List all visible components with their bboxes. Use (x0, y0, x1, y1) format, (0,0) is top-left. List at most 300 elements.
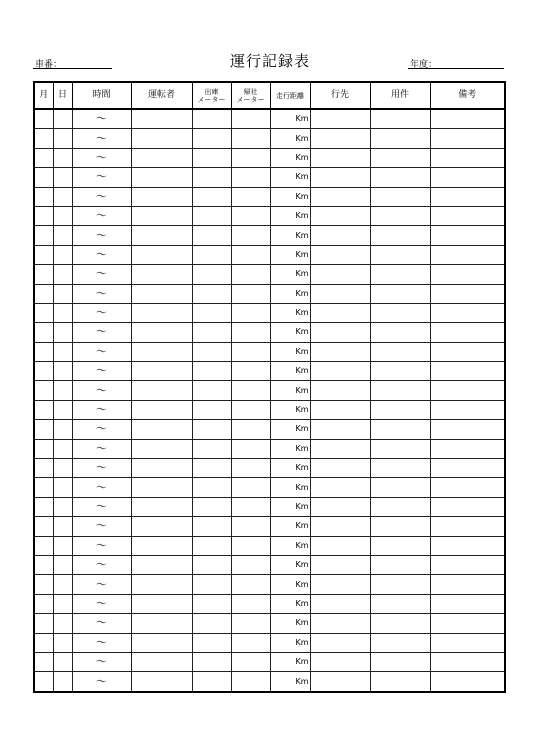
return-meter-cell[interactable] (231, 245, 270, 264)
destination-cell[interactable] (310, 672, 370, 692)
day-cell[interactable] (53, 400, 72, 419)
business-cell[interactable] (370, 206, 430, 225)
return-meter-cell[interactable] (231, 478, 270, 497)
depart-meter-cell[interactable] (192, 497, 231, 516)
remarks-cell[interactable] (430, 206, 505, 225)
remarks-cell[interactable] (430, 226, 505, 245)
depart-meter-cell[interactable] (192, 148, 231, 167)
month-cell[interactable] (34, 555, 53, 574)
day-cell[interactable] (53, 672, 72, 692)
remarks-cell[interactable] (430, 168, 505, 187)
distance-cell[interactable]: Km (270, 303, 310, 322)
destination-cell[interactable] (310, 226, 370, 245)
time-cell[interactable]: ～ (72, 187, 131, 206)
return-meter-cell[interactable] (231, 342, 270, 361)
driver-cell[interactable] (131, 109, 192, 129)
time-cell[interactable]: ～ (72, 652, 131, 671)
return-meter-cell[interactable] (231, 575, 270, 594)
destination-cell[interactable] (310, 633, 370, 652)
day-cell[interactable] (53, 652, 72, 671)
return-meter-cell[interactable] (231, 497, 270, 516)
destination-cell[interactable] (310, 362, 370, 381)
driver-cell[interactable] (131, 594, 192, 613)
distance-cell[interactable]: Km (270, 187, 310, 206)
driver-cell[interactable] (131, 362, 192, 381)
remarks-cell[interactable] (430, 187, 505, 206)
remarks-cell[interactable] (430, 575, 505, 594)
distance-cell[interactable]: Km (270, 168, 310, 187)
time-cell[interactable]: ～ (72, 594, 131, 613)
depart-meter-cell[interactable] (192, 478, 231, 497)
destination-cell[interactable] (310, 303, 370, 322)
distance-cell[interactable]: Km (270, 400, 310, 419)
destination-cell[interactable] (310, 148, 370, 167)
destination-cell[interactable] (310, 400, 370, 419)
destination-cell[interactable] (310, 206, 370, 225)
day-cell[interactable] (53, 614, 72, 633)
business-cell[interactable] (370, 439, 430, 458)
distance-cell[interactable]: Km (270, 342, 310, 361)
driver-cell[interactable] (131, 206, 192, 225)
distance-cell[interactable]: Km (270, 478, 310, 497)
destination-cell[interactable] (310, 459, 370, 478)
depart-meter-cell[interactable] (192, 245, 231, 264)
depart-meter-cell[interactable] (192, 594, 231, 613)
return-meter-cell[interactable] (231, 265, 270, 284)
return-meter-cell[interactable] (231, 109, 270, 129)
day-cell[interactable] (53, 245, 72, 264)
time-cell[interactable]: ～ (72, 478, 131, 497)
distance-cell[interactable]: Km (270, 633, 310, 652)
day-cell[interactable] (53, 459, 72, 478)
month-cell[interactable] (34, 459, 53, 478)
driver-cell[interactable] (131, 187, 192, 206)
day-cell[interactable] (53, 517, 72, 536)
time-cell[interactable]: ～ (72, 323, 131, 342)
return-meter-cell[interactable] (231, 400, 270, 419)
return-meter-cell[interactable] (231, 187, 270, 206)
return-meter-cell[interactable] (231, 168, 270, 187)
driver-cell[interactable] (131, 342, 192, 361)
distance-cell[interactable]: Km (270, 148, 310, 167)
driver-cell[interactable] (131, 265, 192, 284)
business-cell[interactable] (370, 148, 430, 167)
return-meter-cell[interactable] (231, 362, 270, 381)
return-meter-cell[interactable] (231, 459, 270, 478)
distance-cell[interactable]: Km (270, 517, 310, 536)
destination-cell[interactable] (310, 652, 370, 671)
return-meter-cell[interactable] (231, 672, 270, 692)
business-cell[interactable] (370, 497, 430, 516)
distance-cell[interactable]: Km (270, 129, 310, 148)
month-cell[interactable] (34, 226, 53, 245)
business-cell[interactable] (370, 555, 430, 574)
business-cell[interactable] (370, 672, 430, 692)
month-cell[interactable] (34, 109, 53, 129)
business-cell[interactable] (370, 362, 430, 381)
month-cell[interactable] (34, 497, 53, 516)
month-cell[interactable] (34, 323, 53, 342)
distance-cell[interactable]: Km (270, 109, 310, 129)
day-cell[interactable] (53, 478, 72, 497)
remarks-cell[interactable] (430, 109, 505, 129)
time-cell[interactable]: ～ (72, 497, 131, 516)
depart-meter-cell[interactable] (192, 226, 231, 245)
time-cell[interactable]: ～ (72, 439, 131, 458)
business-cell[interactable] (370, 187, 430, 206)
month-cell[interactable] (34, 206, 53, 225)
business-cell[interactable] (370, 381, 430, 400)
depart-meter-cell[interactable] (192, 168, 231, 187)
time-cell[interactable]: ～ (72, 575, 131, 594)
depart-meter-cell[interactable] (192, 536, 231, 555)
driver-cell[interactable] (131, 381, 192, 400)
time-cell[interactable]: ～ (72, 168, 131, 187)
month-cell[interactable] (34, 303, 53, 322)
depart-meter-cell[interactable] (192, 342, 231, 361)
day-cell[interactable] (53, 129, 72, 148)
depart-meter-cell[interactable] (192, 420, 231, 439)
distance-cell[interactable]: Km (270, 614, 310, 633)
distance-cell[interactable]: Km (270, 555, 310, 574)
time-cell[interactable]: ～ (72, 633, 131, 652)
return-meter-cell[interactable] (231, 284, 270, 303)
depart-meter-cell[interactable] (192, 672, 231, 692)
remarks-cell[interactable] (430, 400, 505, 419)
return-meter-cell[interactable] (231, 633, 270, 652)
business-cell[interactable] (370, 536, 430, 555)
remarks-cell[interactable] (430, 362, 505, 381)
month-cell[interactable] (34, 672, 53, 692)
month-cell[interactable] (34, 517, 53, 536)
day-cell[interactable] (53, 633, 72, 652)
time-cell[interactable]: ～ (72, 420, 131, 439)
remarks-cell[interactable] (430, 284, 505, 303)
driver-cell[interactable] (131, 478, 192, 497)
business-cell[interactable] (370, 323, 430, 342)
business-cell[interactable] (370, 109, 430, 129)
driver-cell[interactable] (131, 555, 192, 574)
day-cell[interactable] (53, 594, 72, 613)
destination-cell[interactable] (310, 129, 370, 148)
remarks-cell[interactable] (430, 672, 505, 692)
month-cell[interactable] (34, 575, 53, 594)
business-cell[interactable] (370, 284, 430, 303)
time-cell[interactable]: ～ (72, 284, 131, 303)
day-cell[interactable] (53, 168, 72, 187)
distance-cell[interactable]: Km (270, 652, 310, 671)
month-cell[interactable] (34, 245, 53, 264)
month-cell[interactable] (34, 168, 53, 187)
day-cell[interactable] (53, 226, 72, 245)
remarks-cell[interactable] (430, 555, 505, 574)
driver-cell[interactable] (131, 168, 192, 187)
depart-meter-cell[interactable] (192, 400, 231, 419)
distance-cell[interactable]: Km (270, 536, 310, 555)
day-cell[interactable] (53, 109, 72, 129)
depart-meter-cell[interactable] (192, 187, 231, 206)
distance-cell[interactable]: Km (270, 594, 310, 613)
driver-cell[interactable] (131, 439, 192, 458)
distance-cell[interactable]: Km (270, 226, 310, 245)
depart-meter-cell[interactable] (192, 633, 231, 652)
driver-cell[interactable] (131, 303, 192, 322)
remarks-cell[interactable] (430, 517, 505, 536)
distance-cell[interactable]: Km (270, 265, 310, 284)
month-cell[interactable] (34, 400, 53, 419)
destination-cell[interactable] (310, 342, 370, 361)
remarks-cell[interactable] (430, 594, 505, 613)
month-cell[interactable] (34, 381, 53, 400)
depart-meter-cell[interactable] (192, 265, 231, 284)
day-cell[interactable] (53, 420, 72, 439)
month-cell[interactable] (34, 148, 53, 167)
driver-cell[interactable] (131, 284, 192, 303)
time-cell[interactable]: ～ (72, 672, 131, 692)
distance-cell[interactable]: Km (270, 439, 310, 458)
business-cell[interactable] (370, 265, 430, 284)
business-cell[interactable] (370, 575, 430, 594)
driver-cell[interactable] (131, 148, 192, 167)
day-cell[interactable] (53, 187, 72, 206)
day-cell[interactable] (53, 284, 72, 303)
destination-cell[interactable] (310, 420, 370, 439)
business-cell[interactable] (370, 226, 430, 245)
month-cell[interactable] (34, 594, 53, 613)
driver-cell[interactable] (131, 536, 192, 555)
remarks-cell[interactable] (430, 459, 505, 478)
day-cell[interactable] (53, 265, 72, 284)
remarks-cell[interactable] (430, 420, 505, 439)
return-meter-cell[interactable] (231, 652, 270, 671)
time-cell[interactable]: ～ (72, 381, 131, 400)
month-cell[interactable] (34, 284, 53, 303)
day-cell[interactable] (53, 362, 72, 381)
driver-cell[interactable] (131, 517, 192, 536)
business-cell[interactable] (370, 594, 430, 613)
business-cell[interactable] (370, 420, 430, 439)
return-meter-cell[interactable] (231, 614, 270, 633)
driver-cell[interactable] (131, 420, 192, 439)
distance-cell[interactable]: Km (270, 420, 310, 439)
day-cell[interactable] (53, 439, 72, 458)
time-cell[interactable]: ～ (72, 265, 131, 284)
month-cell[interactable] (34, 633, 53, 652)
destination-cell[interactable] (310, 245, 370, 264)
driver-cell[interactable] (131, 226, 192, 245)
month-cell[interactable] (34, 614, 53, 633)
distance-cell[interactable]: Km (270, 362, 310, 381)
distance-cell[interactable]: Km (270, 323, 310, 342)
depart-meter-cell[interactable] (192, 323, 231, 342)
time-cell[interactable]: ～ (72, 206, 131, 225)
business-cell[interactable] (370, 614, 430, 633)
remarks-cell[interactable] (430, 303, 505, 322)
time-cell[interactable]: ～ (72, 555, 131, 574)
time-cell[interactable]: ～ (72, 303, 131, 322)
destination-cell[interactable] (310, 594, 370, 613)
depart-meter-cell[interactable] (192, 109, 231, 129)
time-cell[interactable]: ～ (72, 245, 131, 264)
business-cell[interactable] (370, 517, 430, 536)
remarks-cell[interactable] (430, 381, 505, 400)
depart-meter-cell[interactable] (192, 129, 231, 148)
business-cell[interactable] (370, 342, 430, 361)
driver-cell[interactable] (131, 614, 192, 633)
business-cell[interactable] (370, 168, 430, 187)
business-cell[interactable] (370, 478, 430, 497)
month-cell[interactable] (34, 536, 53, 555)
destination-cell[interactable] (310, 323, 370, 342)
driver-cell[interactable] (131, 400, 192, 419)
day-cell[interactable] (53, 148, 72, 167)
depart-meter-cell[interactable] (192, 284, 231, 303)
day-cell[interactable] (53, 342, 72, 361)
remarks-cell[interactable] (430, 536, 505, 555)
time-cell[interactable]: ～ (72, 614, 131, 633)
time-cell[interactable]: ～ (72, 400, 131, 419)
return-meter-cell[interactable] (231, 555, 270, 574)
time-cell[interactable]: ～ (72, 109, 131, 129)
destination-cell[interactable] (310, 478, 370, 497)
day-cell[interactable] (53, 381, 72, 400)
remarks-cell[interactable] (430, 323, 505, 342)
distance-cell[interactable]: Km (270, 459, 310, 478)
day-cell[interactable] (53, 497, 72, 516)
time-cell[interactable]: ～ (72, 226, 131, 245)
time-cell[interactable]: ～ (72, 129, 131, 148)
depart-meter-cell[interactable] (192, 555, 231, 574)
return-meter-cell[interactable] (231, 381, 270, 400)
month-cell[interactable] (34, 362, 53, 381)
destination-cell[interactable] (310, 168, 370, 187)
destination-cell[interactable] (310, 187, 370, 206)
remarks-cell[interactable] (430, 245, 505, 264)
month-cell[interactable] (34, 129, 53, 148)
destination-cell[interactable] (310, 265, 370, 284)
destination-cell[interactable] (310, 109, 370, 129)
return-meter-cell[interactable] (231, 420, 270, 439)
destination-cell[interactable] (310, 575, 370, 594)
business-cell[interactable] (370, 459, 430, 478)
business-cell[interactable] (370, 652, 430, 671)
driver-cell[interactable] (131, 672, 192, 692)
depart-meter-cell[interactable] (192, 439, 231, 458)
return-meter-cell[interactable] (231, 303, 270, 322)
month-cell[interactable] (34, 342, 53, 361)
distance-cell[interactable]: Km (270, 245, 310, 264)
remarks-cell[interactable] (430, 497, 505, 516)
day-cell[interactable] (53, 206, 72, 225)
day-cell[interactable] (53, 536, 72, 555)
driver-cell[interactable] (131, 497, 192, 516)
return-meter-cell[interactable] (231, 439, 270, 458)
distance-cell[interactable]: Km (270, 497, 310, 516)
distance-cell[interactable]: Km (270, 206, 310, 225)
return-meter-cell[interactable] (231, 129, 270, 148)
depart-meter-cell[interactable] (192, 362, 231, 381)
month-cell[interactable] (34, 478, 53, 497)
remarks-cell[interactable] (430, 148, 505, 167)
driver-cell[interactable] (131, 459, 192, 478)
return-meter-cell[interactable] (231, 148, 270, 167)
return-meter-cell[interactable] (231, 536, 270, 555)
day-cell[interactable] (53, 323, 72, 342)
business-cell[interactable] (370, 245, 430, 264)
month-cell[interactable] (34, 420, 53, 439)
business-cell[interactable] (370, 400, 430, 419)
day-cell[interactable] (53, 303, 72, 322)
destination-cell[interactable] (310, 284, 370, 303)
fiscal-year-field[interactable] (408, 68, 504, 69)
destination-cell[interactable] (310, 439, 370, 458)
remarks-cell[interactable] (430, 129, 505, 148)
return-meter-cell[interactable] (231, 206, 270, 225)
destination-cell[interactable] (310, 614, 370, 633)
time-cell[interactable]: ～ (72, 517, 131, 536)
remarks-cell[interactable] (430, 342, 505, 361)
time-cell[interactable]: ～ (72, 362, 131, 381)
time-cell[interactable]: ～ (72, 148, 131, 167)
destination-cell[interactable] (310, 497, 370, 516)
month-cell[interactable] (34, 187, 53, 206)
month-cell[interactable] (34, 652, 53, 671)
driver-cell[interactable] (131, 323, 192, 342)
destination-cell[interactable] (310, 555, 370, 574)
return-meter-cell[interactable] (231, 517, 270, 536)
time-cell[interactable]: ～ (72, 536, 131, 555)
depart-meter-cell[interactable] (192, 303, 231, 322)
day-cell[interactable] (53, 575, 72, 594)
month-cell[interactable] (34, 439, 53, 458)
remarks-cell[interactable] (430, 614, 505, 633)
remarks-cell[interactable] (430, 478, 505, 497)
driver-cell[interactable] (131, 575, 192, 594)
return-meter-cell[interactable] (231, 323, 270, 342)
destination-cell[interactable] (310, 536, 370, 555)
month-cell[interactable] (34, 265, 53, 284)
remarks-cell[interactable] (430, 652, 505, 671)
remarks-cell[interactable] (430, 439, 505, 458)
distance-cell[interactable]: Km (270, 284, 310, 303)
day-cell[interactable] (53, 555, 72, 574)
time-cell[interactable]: ～ (72, 459, 131, 478)
business-cell[interactable] (370, 303, 430, 322)
depart-meter-cell[interactable] (192, 652, 231, 671)
depart-meter-cell[interactable] (192, 614, 231, 633)
depart-meter-cell[interactable] (192, 206, 231, 225)
depart-meter-cell[interactable] (192, 575, 231, 594)
distance-cell[interactable]: Km (270, 672, 310, 692)
depart-meter-cell[interactable] (192, 381, 231, 400)
remarks-cell[interactable] (430, 265, 505, 284)
business-cell[interactable] (370, 633, 430, 652)
time-cell[interactable]: ～ (72, 342, 131, 361)
driver-cell[interactable] (131, 129, 192, 148)
destination-cell[interactable] (310, 517, 370, 536)
return-meter-cell[interactable] (231, 594, 270, 613)
return-meter-cell[interactable] (231, 226, 270, 245)
distance-cell[interactable]: Km (270, 575, 310, 594)
business-cell[interactable] (370, 129, 430, 148)
destination-cell[interactable] (310, 381, 370, 400)
depart-meter-cell[interactable] (192, 459, 231, 478)
driver-cell[interactable] (131, 633, 192, 652)
distance-cell[interactable]: Km (270, 381, 310, 400)
driver-cell[interactable] (131, 652, 192, 671)
driver-cell[interactable] (131, 245, 192, 264)
depart-meter-cell[interactable] (192, 517, 231, 536)
